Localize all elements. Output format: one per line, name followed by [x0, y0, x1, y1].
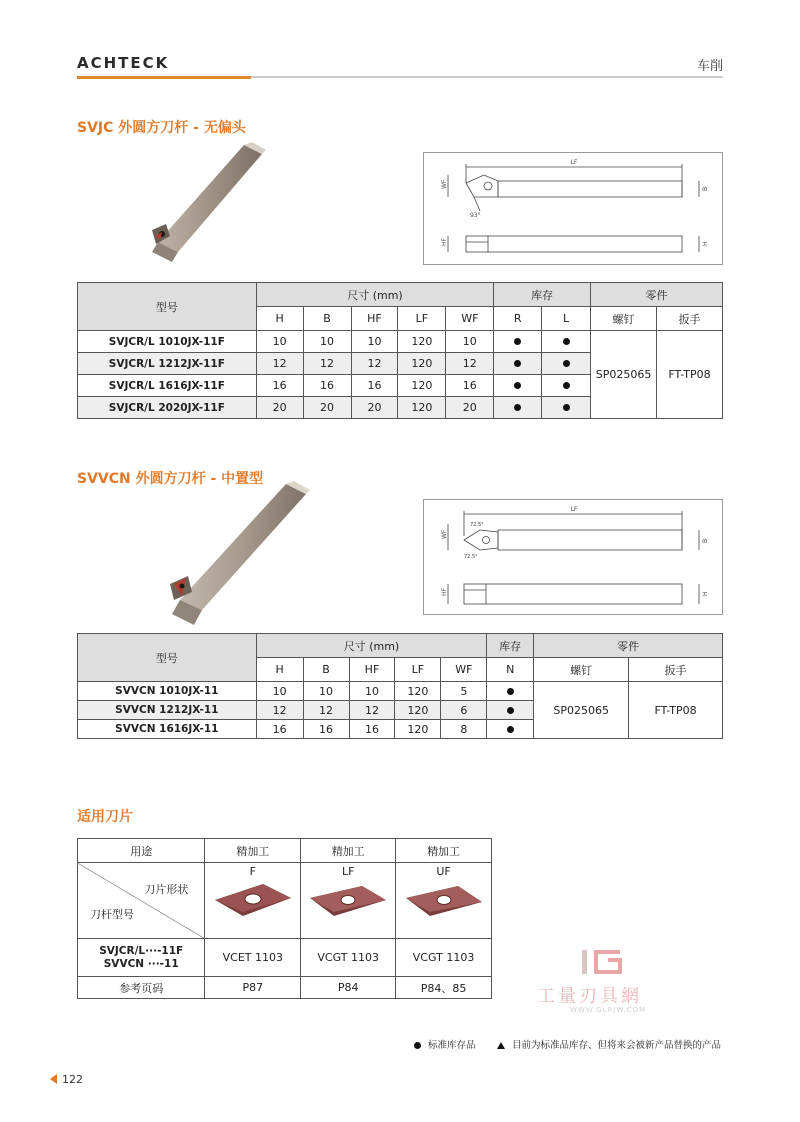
table-cell: 5: [441, 682, 487, 701]
insert-lf-cell: LF: [301, 863, 396, 939]
svvcn-lf-label: LF: [570, 506, 578, 513]
col-h: H: [256, 658, 303, 682]
table-cell: 6: [441, 701, 487, 720]
table-cell: 20: [256, 397, 303, 419]
legend-replace: 目前为标准品库存、但将来会被新产品替换的产品: [497, 1037, 721, 1051]
header-rule-accent: [77, 76, 251, 79]
table-cell: SVVCN 1010JX-11: [78, 682, 257, 701]
svjc-wf-label: WF: [441, 179, 448, 189]
ref-label: 参考页码: [78, 977, 205, 999]
stock-dot: [563, 338, 570, 345]
table-cell: 120: [398, 353, 446, 375]
stock-dot: [563, 360, 570, 367]
triangle-icon: [497, 1042, 505, 1049]
svjc-angle-label: 93°: [470, 212, 481, 219]
table-cell: SVJCR/L 1010JX-11F: [78, 331, 257, 353]
table-cell: 12: [303, 353, 351, 375]
table-cell: 12: [349, 701, 395, 720]
table-row: [78, 331, 723, 353]
col-l: L: [542, 307, 591, 331]
stock-dot: [507, 688, 514, 695]
inserts-table: [77, 838, 492, 999]
svvcn-spec-table: [77, 633, 723, 739]
table-cell: 10: [351, 331, 398, 353]
col-wf: WF: [441, 658, 487, 682]
table-cell: 精加工: [301, 839, 396, 863]
insert-uf-image: [402, 878, 486, 922]
model-header: 型号: [78, 634, 257, 682]
stock-dot: [563, 382, 570, 389]
col-h: H: [256, 307, 303, 331]
wrench-value: FT-TP08: [629, 682, 723, 739]
insert-uf-cell: UF: [396, 863, 492, 939]
usage-label: 用途: [78, 839, 205, 863]
table-cell: SVJCR/L 2020JX-11F: [78, 397, 257, 419]
dims-header: 尺寸 (mm): [256, 634, 487, 658]
table-cell: 12: [256, 701, 303, 720]
svvcn-wf-label: WF: [441, 529, 448, 539]
stock-dot: [514, 360, 521, 367]
table-cell: 16: [303, 375, 351, 397]
table-cell: 120: [398, 375, 446, 397]
table-cell: 10: [349, 682, 395, 701]
page-number: 122: [62, 1073, 83, 1086]
table-cell: [494, 375, 542, 397]
table-cell: [542, 353, 591, 375]
table-cell: 120: [395, 701, 441, 720]
shape-label: 刀片形状: [144, 883, 189, 896]
col-r: R: [494, 307, 542, 331]
table-cell: 10: [303, 682, 349, 701]
svjc-drawing: [423, 152, 723, 265]
svvcn-hf-label: HF: [441, 588, 448, 596]
screw-value: SP025065: [534, 682, 629, 739]
col-screw: 螺钉: [591, 307, 657, 331]
parts-header: 零件: [534, 634, 723, 658]
col-wrench: 扳手: [657, 307, 723, 331]
col-screw: 螺钉: [534, 658, 629, 682]
table-cell: 20: [303, 397, 351, 419]
col-b: B: [303, 307, 351, 331]
table-cell: SVJCR/L 1616JX-11F: [78, 375, 257, 397]
table-cell: 20: [351, 397, 398, 419]
section-name: 车削: [696, 59, 723, 74]
model-header: 型号: [78, 283, 257, 331]
stock-dot: [514, 404, 521, 411]
table-cell: VCGT 1103: [396, 939, 492, 977]
stock-dot: [563, 404, 570, 411]
svjc-hf-label: HF: [441, 238, 448, 246]
col-n: N: [487, 658, 534, 682]
table-cell: 16: [256, 375, 303, 397]
svvcn-b-label: B: [702, 538, 709, 543]
svvcn-title: SVVCN 外圆方刀杆 - 中置型: [77, 471, 264, 487]
table-cell: VCGT 1103: [301, 939, 396, 977]
table-cell: [494, 353, 542, 375]
table-cell: [487, 682, 534, 701]
col-wrench: 扳手: [629, 658, 723, 682]
table-cell: 16: [446, 375, 494, 397]
table-cell: 16: [303, 720, 349, 739]
stock-header: 库存: [487, 634, 534, 658]
svjc-lf-label: LF: [570, 159, 578, 166]
stock-dot: [514, 382, 521, 389]
svvcn-angle2-label: 72.5°: [464, 554, 478, 560]
svvcn-drawing: [423, 499, 723, 615]
table-cell: 20: [446, 397, 494, 419]
table-cell: 12: [351, 353, 398, 375]
parts-header: 零件: [591, 283, 723, 307]
table-cell: VCET 1103: [205, 939, 301, 977]
col-lf: LF: [398, 307, 446, 331]
svjc-tool-photo: [148, 140, 268, 265]
svvcn-h-label: H: [702, 591, 709, 596]
table-cell: 120: [398, 331, 446, 353]
table-cell: 12: [256, 353, 303, 375]
col-lf: LF: [395, 658, 441, 682]
col-hf: HF: [349, 658, 395, 682]
legend-standard: 标准库存品: [414, 1037, 476, 1051]
table-cell: 16: [351, 375, 398, 397]
table-cell: 120: [395, 720, 441, 739]
col-b: B: [303, 658, 349, 682]
insert-f-cell: F: [205, 863, 301, 939]
table-cell: [542, 397, 591, 419]
page-marker-icon: [50, 1074, 57, 1084]
table-cell: 16: [349, 720, 395, 739]
holder-label: 刀杆型号: [90, 908, 134, 921]
inserts-title: 适用刀片: [77, 809, 133, 825]
svvcn-tool-photo: [160, 480, 310, 630]
table-cell: SVVCN 1212JX-11: [78, 701, 257, 720]
table-cell: SVVCN 1616JX-11: [78, 720, 257, 739]
svjc-title: SVJC 外圆方刀杆 - 无偏头: [77, 120, 246, 136]
svvcn-angle1-label: 72.5°: [470, 522, 484, 528]
table-cell: SVJCR/L 1212JX-11F: [78, 353, 257, 375]
stock-dot: [514, 338, 521, 345]
table-cell: 10: [256, 331, 303, 353]
svjc-spec-table: [77, 282, 723, 419]
table-cell: [494, 397, 542, 419]
table-cell: 精加工: [396, 839, 492, 863]
stock-dot: [507, 707, 514, 714]
table-cell: 10: [303, 331, 351, 353]
watermark-url: WWW.GLRJW.COM: [570, 1006, 647, 1014]
table-cell: [487, 720, 534, 739]
brand-logo: ACHTECK: [77, 54, 170, 72]
insert-f-image: [211, 878, 295, 922]
svjc-h-label: H: [702, 241, 709, 246]
table-cell: 10: [256, 682, 303, 701]
table-cell: 120: [398, 397, 446, 419]
table-cell: P87: [205, 977, 301, 999]
table-cell: P84: [301, 977, 396, 999]
table-row: [78, 682, 723, 701]
stock-dot: [507, 726, 514, 733]
table-cell: [542, 375, 591, 397]
col-wf: WF: [446, 307, 494, 331]
holder-models: SVJCR/L···-11F SVVCN ···-11: [78, 939, 205, 977]
table-cell: 10: [446, 331, 494, 353]
wrench-value: FT-TP08: [657, 331, 723, 419]
table-cell: 120: [395, 682, 441, 701]
stock-header: 库存: [494, 283, 591, 307]
dot-icon: [414, 1042, 421, 1049]
table-cell: [487, 701, 534, 720]
diagonal-header-cell: [78, 863, 205, 939]
table-cell: 8: [441, 720, 487, 739]
col-hf: HF: [351, 307, 398, 331]
watermark-text: 工量刃具網: [537, 986, 642, 1007]
table-cell: 12: [303, 701, 349, 720]
table-cell: 精加工: [205, 839, 301, 863]
table-cell: P84、85: [396, 977, 492, 999]
screw-value: SP025065: [591, 331, 657, 419]
svjc-b-label: B: [702, 186, 709, 191]
dims-header: 尺寸 (mm): [256, 283, 494, 307]
table-cell: [542, 331, 591, 353]
insert-lf-image: [306, 878, 390, 922]
table-cell: 12: [446, 353, 494, 375]
table-cell: 16: [256, 720, 303, 739]
table-cell: [494, 331, 542, 353]
